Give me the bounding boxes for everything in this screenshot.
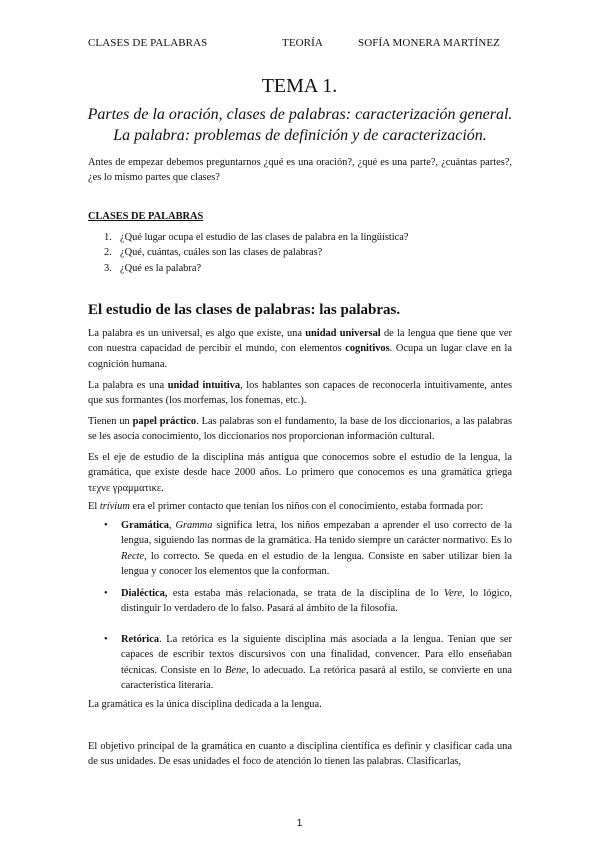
question-text: ¿Qué, cuántas, cuáles son las clases de palabras? (120, 247, 323, 259)
subtitle-line-1: Partes de la oración, clases de palabras: caracterización general. (87, 106, 513, 123)
bullet-dot-icon: • (104, 588, 108, 599)
bullet-term: Gramática (121, 520, 169, 531)
italic-term: Gramma (175, 520, 213, 531)
bullet-term: Retórica (121, 634, 160, 645)
paragraph-unica-disciplina: La gramática es la única disciplina dedicada a la lengua. (88, 699, 322, 710)
bullet-dialectica (104, 586, 512, 617)
bullet-dot-icon: • (104, 634, 108, 645)
paragraph-intuitiva (88, 378, 512, 409)
text-run: , lo lógico, distinguir lo verdadero de lo falso. Pasará al ámbito de la filosofía. (121, 588, 512, 615)
page-title: TEMA 1. (261, 75, 338, 97)
bold-term: cognitivos (345, 343, 390, 355)
question-number: 2. (104, 247, 112, 259)
italic-term: trívium (99, 501, 130, 512)
text-run: La palabra es un universal, es algo que existe, una (88, 328, 306, 339)
text-run: . Las palabras son el fundamento, la base de los diccionarios, a las palabras se les asocia conocimiento, los diccionarios nos proporcionan información cultural. (88, 416, 512, 443)
bullet-gramatica (104, 518, 512, 580)
paragraph-trivium (88, 499, 512, 514)
question-text: ¿Qué es la palabra? (120, 262, 202, 274)
bold-term: papel práctico (132, 416, 197, 427)
header-right: SOFÍA MONERA MARTÍNEZ (358, 37, 501, 49)
text-run: era el primer contacto que tenían los niños con el conocimiento, estaba formada por: (129, 501, 484, 512)
text-run: , los hablantes son capaces de reconocerla intuitivamente, antes que sus formantes (los morfemas, los fonemas, etc.). (88, 380, 512, 407)
text-run: La palabra es una (88, 380, 168, 391)
bullet-item (104, 518, 512, 580)
clases-title: CLASES DE PALABRAS (88, 211, 204, 222)
intro-paragraph: Antes de empezar debemos preguntarnos ¿qué es una oración?, ¿qué es una parte?, ¿cuántas partes?, ¿es lo mismo partes que clases? (88, 157, 512, 184)
text-run: esta estaba más relacionada, se trata de la disciplina de lo (172, 588, 444, 599)
text-run: . (159, 634, 167, 645)
text-run: significa letra, los niños empezaban a aprender el uso correcto de la lengua, siguiendo las normas de la gramática. Ha tenido siempre un carácter normativo. Es lo (121, 520, 512, 547)
paragraph-practico (88, 414, 512, 445)
question-item (104, 230, 409, 245)
text-run: , (168, 520, 176, 531)
question-text: ¿Qué lugar ocupa el estudio de las clases de palabra en la lingüística? (120, 232, 409, 243)
bullet-dot-icon: • (104, 520, 108, 531)
text-run: . Ocupa un lugar clave en la cognición humana. (88, 343, 512, 370)
paragraph-objetivo: El objetivo principal de la gramática en cuanto a disciplina científica es definir y clasificar cada una de sus unidades. De esas unidades el foco de atención lo tienen las palabras. Clasificarlas, (88, 741, 512, 768)
bullet-retorica (104, 632, 512, 694)
text-run: El (88, 501, 100, 512)
page-number: 1 (296, 818, 303, 829)
text-run: La retórica es la siguiente disciplina más asociada a la lengua. Tenían que ser capaces de escribir textos discursivos con una finalidad, convencer. Para ello enseñaban técnicas. Consiste en lo (121, 634, 512, 676)
question-number: 1. (104, 232, 112, 243)
text-run: de la lengua que tiene que ver con nuestra capacidad de percibir el mundo, con elementos (88, 328, 512, 355)
question-item (104, 261, 409, 276)
text-run: Tienen un (88, 416, 133, 427)
question-number: 3. (104, 262, 112, 274)
bullet-term: Dialéctica, (121, 588, 168, 599)
bullet-item (104, 632, 512, 694)
text-run: , lo adecuado. La retórica pasará al estilo, se convierte en una característica literaria. (121, 664, 512, 692)
text-run: , lo correcto. Se queda en el estudio de la lengua. Consiste en saber utilizar bien la lengua y conocer los elementos que la conforman. (121, 550, 512, 578)
subtitle-line-2: La palabra: problemas de definición y de caracterización. (113, 127, 487, 144)
header-left: CLASES DE PALABRAS (88, 37, 208, 49)
paragraph-gramatica-historia: Es el eje de estudio de la disciplina más antigua que conocemos sobre el estudio de la lengua, la gramática, que existe desde hace 2000 años. Lo primero que conocemos es una gramática griega τεχνε γραμματικε. (88, 452, 512, 494)
bullet-item (104, 586, 512, 617)
bold-term: unidad intuitiva (167, 380, 241, 391)
paragraph-universal (88, 326, 512, 372)
questions-list (104, 230, 409, 276)
italic-term: Recte (121, 550, 145, 562)
italic-term: Vere (443, 588, 462, 599)
header-center: TEORÍA (282, 37, 323, 49)
italic-term: Bene (225, 664, 246, 676)
question-item (104, 245, 409, 260)
bold-term: unidad universal (305, 328, 381, 339)
section-heading: El estudio de las clases de palabras: las palabras. (88, 302, 401, 318)
